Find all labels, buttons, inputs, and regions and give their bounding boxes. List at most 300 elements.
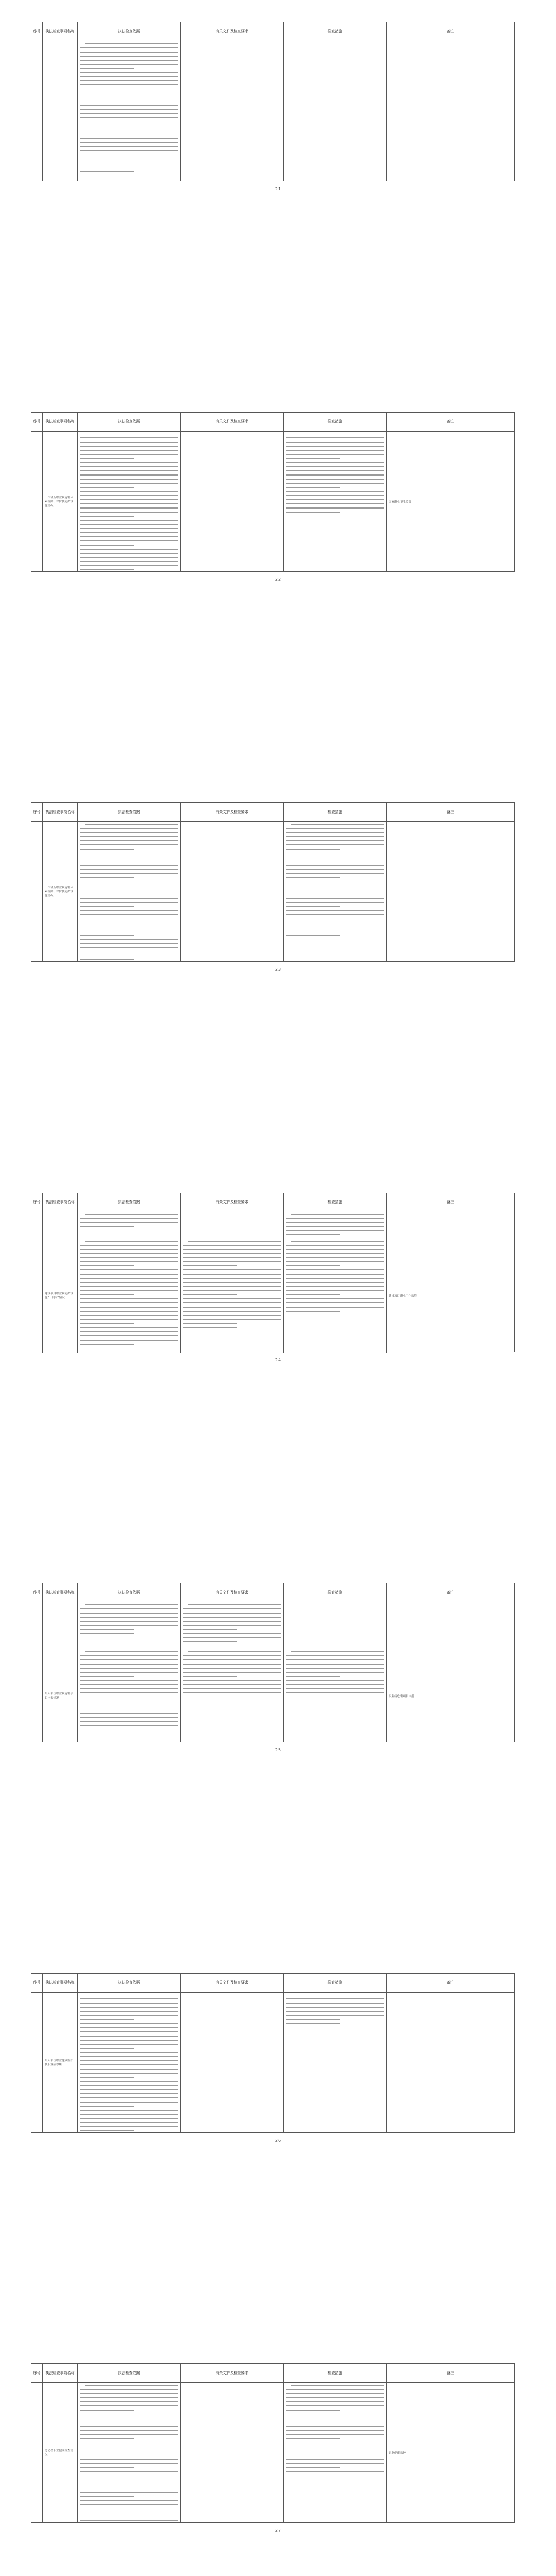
text-line	[183, 1672, 281, 1673]
text-line	[80, 2517, 178, 2518]
header-cell: 检查措施	[284, 803, 387, 821]
text-line	[80, 1222, 178, 1223]
text-line	[80, 836, 178, 837]
text-line	[80, 553, 178, 554]
text-line	[80, 931, 178, 932]
table-header	[31, 413, 514, 432]
page-number: 26	[275, 2138, 281, 2143]
text-line	[183, 1684, 281, 1685]
text-line	[80, 2434, 178, 2435]
remarks-cell	[387, 1602, 514, 1649]
text-line	[80, 869, 178, 870]
text-line	[80, 2060, 178, 2061]
text-line	[80, 927, 178, 928]
text-line	[80, 524, 178, 525]
inspection-table	[31, 412, 515, 572]
legal-basis-cell	[78, 1239, 181, 1353]
text-line	[286, 1245, 384, 1246]
text-line	[183, 1668, 281, 1669]
inspection-table	[31, 2363, 515, 2523]
document-page	[0, 2342, 556, 2576]
text-line	[291, 2385, 384, 2386]
row-number-cell	[31, 1649, 43, 1742]
header-cell: 序号	[31, 2364, 43, 2382]
text-line	[80, 1218, 178, 1219]
requirements-cell	[181, 1212, 284, 1239]
document-page	[0, 1171, 556, 1561]
text-line	[183, 1282, 281, 1283]
text-line	[80, 947, 178, 948]
row-number-cell	[31, 41, 43, 181]
inspection-table	[31, 1973, 515, 2133]
measures-cell	[284, 1212, 387, 1239]
text-line	[80, 113, 178, 114]
text-line	[80, 1680, 178, 1681]
row-number-cell	[31, 822, 43, 962]
header-cell: 执法检查依据	[78, 413, 181, 431]
text-line	[286, 906, 340, 907]
text-line	[286, 2480, 340, 2481]
text-line	[183, 1315, 281, 1316]
text-line	[80, 2081, 178, 2082]
text-line	[80, 2414, 178, 2415]
text-line	[80, 1721, 178, 1722]
text-line	[80, 2031, 178, 2032]
row-number-cell	[31, 1239, 43, 1353]
header-cell: 备注	[447, 1200, 454, 1204]
remarks-cell: 职业病危害项目申报	[389, 1694, 414, 1698]
text-line	[80, 2044, 178, 2045]
text-line	[286, 1307, 384, 1308]
text-line	[80, 470, 178, 471]
remarks-cell	[387, 822, 514, 962]
text-line	[183, 1278, 281, 1279]
text-line	[80, 1323, 134, 1324]
item-name-cell	[43, 1212, 78, 1239]
text-line	[80, 52, 178, 53]
text-line	[183, 1641, 237, 1642]
header-cell: 检查措施	[284, 1583, 387, 1602]
text-line	[183, 1274, 281, 1275]
text-line	[80, 167, 178, 168]
text-line	[183, 1676, 237, 1677]
header-cell: 备注	[447, 809, 454, 814]
text-line	[286, 462, 384, 463]
text-line	[80, 2027, 178, 2028]
text-line	[286, 2467, 340, 2468]
text-line	[80, 437, 178, 438]
text-line	[286, 832, 384, 833]
text-line	[183, 1323, 237, 1324]
text-line	[80, 56, 178, 57]
text-line	[183, 1659, 281, 1660]
text-line	[80, 499, 178, 500]
text-line	[80, 569, 134, 570]
legal-basis-cell	[78, 2383, 181, 2523]
text-line	[80, 2040, 178, 2041]
text-line	[80, 1331, 178, 1332]
legal-basis-text	[80, 1995, 178, 2131]
text-line	[286, 1298, 384, 1299]
text-line	[80, 2484, 178, 2485]
text-line	[286, 902, 384, 903]
text-line	[80, 466, 178, 467]
text-line	[80, 2089, 178, 2090]
row-number-cell	[31, 1602, 43, 1649]
text-line	[80, 516, 134, 517]
legal-basis-text	[80, 2385, 178, 2523]
text-line	[286, 2414, 384, 2415]
legal-basis-cell	[78, 822, 181, 962]
measures-cell	[284, 1239, 387, 1353]
text-line	[286, 450, 384, 451]
text-line	[80, 487, 134, 488]
header-cell: 执法检查事项名称	[43, 22, 78, 41]
text-line	[286, 2476, 384, 2477]
text-line	[80, 1697, 178, 1698]
text-line	[286, 923, 384, 924]
header-cell: 备注	[447, 1590, 454, 1595]
text-line	[183, 1298, 281, 1299]
legal-basis-text	[80, 43, 178, 172]
item-name-cell	[43, 41, 78, 181]
text-line	[80, 122, 178, 123]
text-line	[80, 2405, 178, 2406]
text-line	[286, 828, 384, 829]
text-line	[286, 2405, 384, 2406]
text-line	[80, 857, 178, 858]
text-line	[80, 68, 134, 69]
text-line	[286, 894, 384, 895]
text-line	[286, 869, 384, 870]
text-line	[80, 47, 178, 48]
text-line	[80, 2056, 178, 2057]
text-line	[80, 1713, 178, 1714]
text-line	[80, 1307, 178, 1308]
text-line	[80, 109, 178, 110]
requirements-cell	[181, 432, 284, 572]
text-line	[80, 2480, 178, 2481]
requirements-cell	[181, 41, 284, 181]
header-cell: 序号	[31, 413, 43, 431]
text-line	[183, 1655, 281, 1656]
text-line	[286, 466, 384, 467]
text-line	[286, 2389, 384, 2390]
text-line	[80, 1278, 178, 1279]
text-line	[80, 557, 178, 558]
text-line	[80, 840, 178, 841]
text-line	[291, 824, 384, 825]
header-cell: 执法检查依据	[78, 1974, 181, 1992]
text-line	[80, 1327, 178, 1328]
text-line	[80, 1274, 178, 1275]
text-line	[80, 873, 178, 874]
table-header	[31, 2364, 514, 2383]
measures-cell	[284, 432, 387, 572]
text-line	[80, 919, 178, 920]
text-line	[80, 540, 178, 541]
text-line	[80, 117, 178, 118]
inspection-table	[31, 1193, 515, 1352]
text-line	[286, 2430, 384, 2431]
text-line	[80, 2130, 134, 2131]
text-line	[80, 2443, 178, 2444]
remarks-cell	[387, 1993, 514, 2133]
text-line	[286, 1218, 384, 1219]
text-line	[80, 2451, 178, 2452]
text-line	[80, 1621, 178, 1622]
item-name-cell: 工作场所职业病危害因素检测、评价及防护设施情况	[43, 822, 78, 962]
text-line	[286, 1659, 384, 1660]
text-line	[80, 2069, 178, 2070]
text-line	[286, 910, 384, 911]
text-line	[80, 1298, 178, 1299]
text-line	[286, 1230, 384, 1231]
measures-text	[286, 1214, 384, 1236]
text-line	[80, 2463, 178, 2464]
text-line	[80, 853, 178, 854]
text-line	[85, 1604, 178, 1605]
text-line	[80, 1633, 134, 1634]
text-line	[80, 1684, 178, 1685]
text-line	[80, 2520, 178, 2521]
text-line	[286, 919, 384, 920]
text-line	[80, 935, 134, 936]
text-line	[286, 1265, 340, 1266]
text-line	[80, 80, 178, 81]
text-line	[80, 849, 134, 850]
text-line	[80, 886, 178, 887]
text-line	[80, 1245, 178, 1246]
table-row	[31, 1602, 514, 1649]
text-line	[80, 1625, 178, 1626]
text-line	[80, 1688, 178, 1689]
text-line	[80, 512, 178, 513]
text-line	[80, 923, 178, 924]
text-line	[183, 1688, 281, 1689]
text-line	[286, 935, 340, 936]
text-line	[80, 126, 134, 127]
remarks-cell: 建设项目职业卫生监管	[389, 1295, 418, 1298]
text-line	[80, 2064, 178, 2065]
text-line	[286, 1257, 384, 1258]
text-line	[80, 2122, 178, 2123]
text-line	[286, 1249, 384, 1250]
text-line	[80, 483, 178, 484]
legal-basis-cell	[78, 1212, 181, 1239]
header-cell: 执法检查事项名称	[43, 803, 78, 821]
text-line	[80, 97, 134, 98]
text-line	[286, 914, 384, 916]
text-line	[286, 861, 384, 862]
text-line	[286, 1226, 384, 1227]
text-line	[286, 2015, 384, 2016]
text-line	[80, 1282, 178, 1283]
measures-text	[286, 1995, 384, 2024]
page-number: 24	[275, 1357, 281, 1362]
text-line	[80, 146, 178, 147]
text-line	[188, 1604, 281, 1605]
text-line	[80, 2093, 178, 2094]
table-row	[31, 41, 514, 181]
text-line	[80, 2003, 178, 2004]
text-line	[80, 1253, 178, 1254]
text-line	[80, 1319, 178, 1320]
text-line	[80, 1340, 178, 1341]
text-line	[80, 2438, 134, 2439]
item-name-cell: 用人单位职业病危害项目申报情况	[43, 1649, 78, 1742]
text-line	[80, 2455, 178, 2456]
text-line	[80, 536, 178, 537]
table-header	[31, 22, 514, 41]
text-line	[80, 2102, 178, 2103]
text-line	[80, 894, 178, 895]
requirements-text	[183, 1651, 281, 1705]
document-page	[0, 1952, 556, 2342]
text-line	[286, 857, 384, 858]
text-line	[80, 89, 178, 90]
text-line	[80, 2019, 134, 2020]
text-line	[80, 442, 178, 443]
text-line	[286, 1676, 340, 1677]
text-line	[80, 2048, 134, 2049]
text-line	[80, 150, 178, 151]
text-line	[183, 1257, 281, 1258]
text-line	[286, 483, 384, 484]
header-cell: 执法检查依据	[78, 1583, 181, 1602]
table-row	[31, 432, 514, 572]
requirements-cell	[181, 1649, 284, 1742]
text-line	[80, 1725, 178, 1726]
text-line	[183, 1625, 281, 1626]
text-line	[80, 1269, 178, 1270]
measures-text	[286, 2385, 384, 2480]
text-line	[80, 1311, 178, 1312]
text-line	[80, 956, 178, 957]
text-line	[80, 93, 178, 94]
text-line	[286, 2455, 384, 2456]
text-line	[183, 1265, 237, 1266]
text-line	[80, 1302, 178, 1303]
text-line	[80, 549, 178, 550]
text-line	[80, 959, 134, 960]
text-line	[183, 1253, 281, 1254]
text-line	[80, 446, 178, 447]
table-header	[31, 1583, 514, 1602]
requirements-cell	[181, 1602, 284, 1649]
header-cell: 执法检查依据	[78, 2364, 181, 2382]
text-line	[286, 2023, 340, 2024]
text-line	[286, 2443, 384, 2444]
text-line	[80, 60, 178, 61]
text-line	[286, 1655, 384, 1656]
text-line	[286, 2471, 384, 2472]
header-cell: 执法检查事项名称	[43, 1583, 78, 1602]
text-line	[183, 1629, 237, 1630]
header-cell: 备注	[447, 29, 454, 33]
text-line	[80, 2389, 178, 2390]
text-line	[80, 1659, 178, 1660]
table-header	[31, 803, 514, 822]
text-line	[291, 1995, 384, 1996]
text-line	[80, 2011, 178, 2012]
text-line	[80, 2509, 178, 2510]
text-line	[85, 43, 178, 44]
text-line	[80, 450, 178, 451]
text-line	[80, 101, 178, 102]
text-line	[80, 1613, 178, 1614]
document-page	[0, 781, 556, 1171]
text-line	[183, 1664, 281, 1665]
header-cell: 有关文件及检查要求	[181, 413, 284, 431]
text-line	[286, 437, 384, 438]
text-line	[286, 2438, 340, 2439]
text-line	[85, 434, 178, 435]
table-row	[31, 822, 514, 962]
text-line	[286, 495, 384, 496]
text-line	[80, 1344, 134, 1345]
text-line	[183, 1290, 281, 1291]
table-header	[31, 1974, 514, 1993]
header-cell: 备注	[447, 419, 454, 423]
text-line	[80, 2118, 178, 2119]
text-line	[80, 898, 178, 899]
text-line	[85, 1995, 178, 1996]
text-line	[80, 1261, 178, 1262]
text-line	[80, 1672, 178, 1673]
text-line	[286, 2003, 384, 2004]
text-line	[286, 865, 384, 866]
item-name-cell: 工作场所职业病危害因素检测、评价及防护设施情况	[43, 432, 78, 572]
row-number-cell	[31, 1212, 43, 1239]
text-line	[80, 2036, 178, 2037]
text-line	[85, 2385, 178, 2386]
row-number-cell	[31, 432, 43, 572]
text-line	[80, 1249, 178, 1250]
text-line	[286, 1253, 384, 1254]
text-line	[80, 1730, 134, 1731]
legal-basis-text	[80, 824, 178, 960]
text-line	[286, 1664, 384, 1665]
text-line	[80, 503, 178, 504]
document-page	[0, 391, 556, 781]
text-line	[183, 1617, 281, 1618]
text-line	[80, 2397, 178, 2398]
text-line	[80, 882, 178, 883]
remarks-cell	[387, 41, 514, 181]
header-cell: 有关文件及检查要求	[181, 22, 284, 41]
text-line	[80, 458, 134, 459]
text-line	[286, 2447, 384, 2448]
table-header	[31, 1193, 514, 1212]
text-line	[80, 890, 178, 891]
text-line	[286, 849, 340, 850]
text-line	[286, 479, 384, 480]
text-line	[80, 2488, 178, 2489]
header-cell: 序号	[31, 1974, 43, 1992]
text-line	[80, 155, 134, 156]
header-cell: 执法检查依据	[78, 22, 181, 41]
text-line	[286, 840, 384, 841]
text-line	[80, 84, 178, 86]
text-line	[291, 1241, 384, 1242]
text-line	[80, 474, 178, 476]
text-line	[291, 1214, 384, 1215]
text-line	[80, 163, 178, 164]
text-line	[80, 105, 178, 106]
text-line	[286, 1269, 384, 1270]
text-line	[80, 1709, 178, 1710]
